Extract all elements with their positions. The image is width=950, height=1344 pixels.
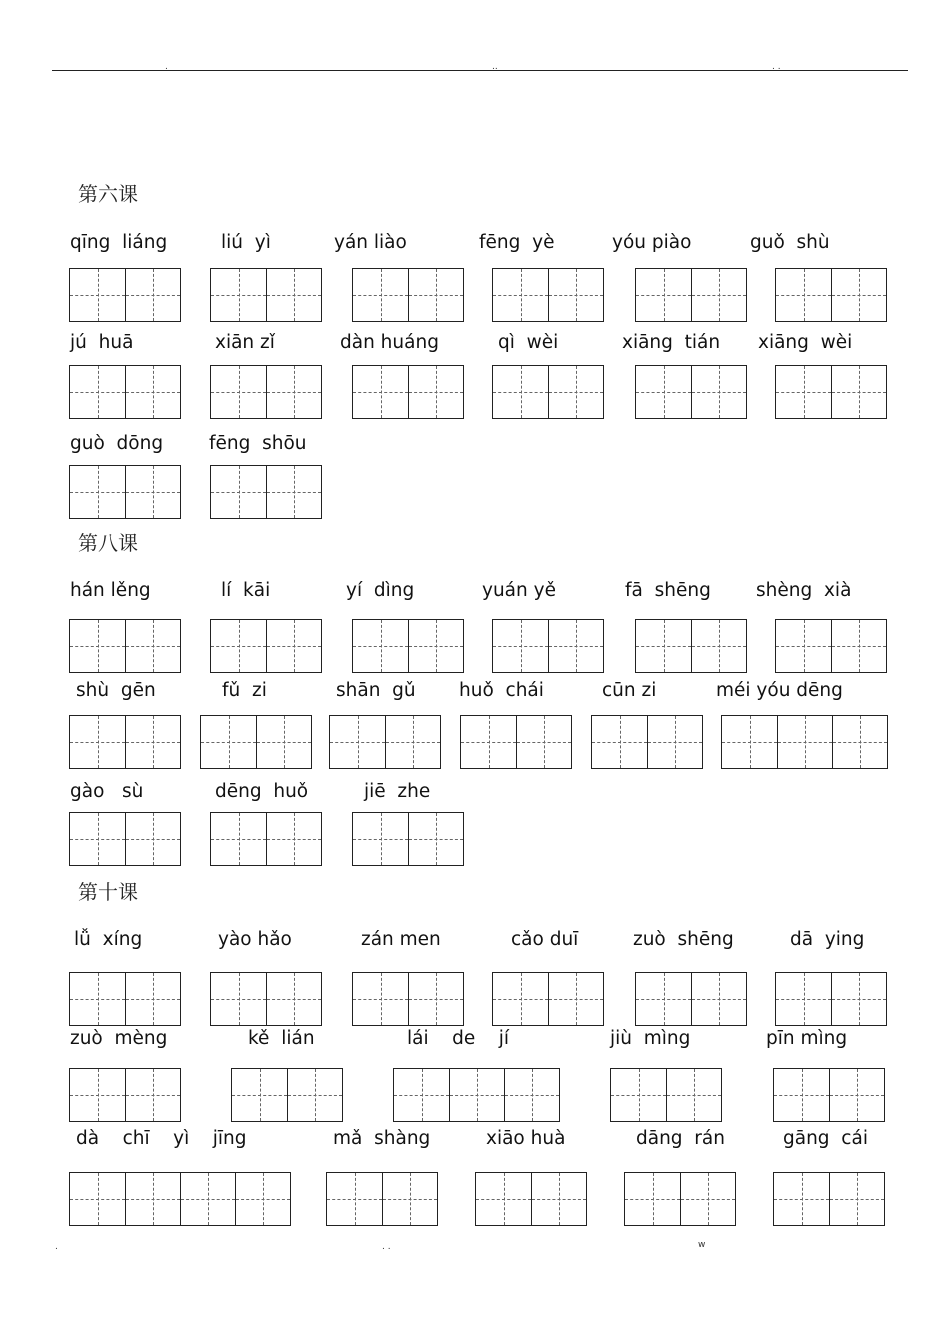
tianzige-grid	[775, 972, 887, 1026]
pinyin-label: xiāng wèi	[758, 332, 853, 353]
writing-cell[interactable]	[70, 1173, 125, 1225]
pinyin-label: shù gēn	[76, 680, 156, 701]
pinyin-label: kě lián	[248, 1028, 315, 1049]
pinyin-label: méi yóu dēng	[716, 680, 843, 701]
writing-cell[interactable]	[125, 366, 180, 418]
writing-cell[interactable]	[394, 1069, 449, 1121]
pinyin-label: dāng rán	[636, 1128, 725, 1149]
pinyin-label: zuò shēng	[633, 929, 734, 950]
pinyin-label: qì wèi	[498, 332, 559, 353]
writing-cell[interactable]	[408, 813, 463, 865]
writing-cell[interactable]	[125, 620, 180, 672]
tianzige-grid	[210, 619, 322, 673]
writing-cell[interactable]	[408, 366, 463, 418]
writing-cell[interactable]	[666, 1069, 721, 1121]
writing-cell[interactable]	[266, 813, 321, 865]
pinyin-label: mǎ shàng	[333, 1128, 431, 1149]
tianzige-grid	[775, 365, 887, 419]
tianzige-grid	[352, 619, 464, 673]
tianzige-grid	[492, 972, 604, 1026]
writing-cell[interactable]	[353, 366, 408, 418]
writing-cell[interactable]	[125, 973, 180, 1025]
writing-cell[interactable]	[408, 269, 463, 321]
tianzige-grid	[69, 619, 181, 673]
lesson-title: 第十课	[78, 880, 138, 904]
pinyin-label: cǎo duī	[511, 929, 579, 950]
pinyin-label: dà chī yì jīng	[76, 1128, 247, 1149]
writing-cell[interactable]	[636, 269, 691, 321]
writing-cell[interactable]	[722, 716, 777, 768]
pinyin-label: yuán yě	[482, 580, 556, 601]
tianzige-grid	[635, 619, 747, 673]
writing-cell[interactable]	[774, 1069, 829, 1121]
writing-cell[interactable]	[70, 813, 125, 865]
pinyin-label: shèng xià	[756, 580, 852, 601]
tianzige-grid	[591, 715, 703, 769]
pinyin-label: jiē zhe	[364, 781, 431, 802]
footer-mark: w	[698, 1240, 706, 1250]
pinyin-label: dēng huǒ	[215, 781, 309, 802]
writing-cell[interactable]	[408, 620, 463, 672]
writing-cell[interactable]	[548, 973, 603, 1025]
writing-cell[interactable]	[831, 620, 886, 672]
writing-cell[interactable]	[211, 466, 266, 518]
pinyin-label: dā ying	[790, 929, 865, 950]
writing-cell[interactable]	[636, 366, 691, 418]
writing-cell[interactable]	[776, 620, 831, 672]
writing-cell[interactable]	[70, 716, 125, 768]
writing-cell[interactable]	[548, 366, 603, 418]
writing-cell[interactable]	[592, 716, 647, 768]
tianzige-grid	[200, 715, 312, 769]
writing-cell[interactable]	[353, 973, 408, 1025]
pinyin-label: xiāo huà	[486, 1128, 566, 1149]
tianzige-grid	[773, 1068, 885, 1122]
writing-cell[interactable]	[70, 366, 125, 418]
pinyin-label: zán men	[361, 929, 441, 950]
pinyin-label: lái de jí	[407, 1028, 510, 1049]
pinyin-label: fā shēng	[625, 580, 711, 601]
lesson-title: 第八课	[78, 531, 138, 555]
writing-cell[interactable]	[125, 1173, 180, 1225]
writing-cell[interactable]	[70, 620, 125, 672]
writing-cell[interactable]	[125, 466, 180, 518]
writing-cell[interactable]	[201, 716, 256, 768]
tianzige-grid	[492, 268, 604, 322]
writing-cell[interactable]	[266, 466, 321, 518]
writing-cell[interactable]	[256, 716, 311, 768]
writing-cell[interactable]	[266, 973, 321, 1025]
tianzige-grid	[393, 1068, 560, 1122]
writing-cell[interactable]	[125, 1069, 180, 1121]
tianzige-grid	[69, 365, 181, 419]
pinyin-label: yí dìng	[346, 580, 415, 601]
tianzige-grid	[69, 972, 181, 1026]
tianzige-grid	[69, 715, 181, 769]
writing-cell[interactable]	[353, 813, 408, 865]
writing-cell[interactable]	[831, 269, 886, 321]
writing-cell[interactable]	[211, 269, 266, 321]
tianzige-grid	[69, 812, 181, 866]
tianzige-grid	[69, 1172, 291, 1226]
tianzige-grid	[210, 365, 322, 419]
writing-cell[interactable]	[211, 813, 266, 865]
tianzige-grid	[210, 268, 322, 322]
writing-cell[interactable]	[831, 366, 886, 418]
pinyin-label: lǚ xíng	[74, 929, 143, 950]
tianzige-grid	[635, 365, 747, 419]
pinyin-label: dàn huáng	[340, 332, 439, 353]
tianzige-grid	[775, 268, 887, 322]
pinyin-label: xiān zǐ	[215, 332, 275, 353]
writing-cell[interactable]	[70, 973, 125, 1025]
pinyin-label: xiāng tián	[622, 332, 721, 353]
writing-cell[interactable]	[831, 973, 886, 1025]
pinyin-label: shān gǔ	[336, 680, 416, 701]
lesson-title: 第六课	[78, 182, 138, 206]
writing-cell[interactable]	[493, 269, 548, 321]
writing-cell[interactable]	[70, 1069, 125, 1121]
writing-cell[interactable]	[625, 1173, 680, 1225]
writing-cell[interactable]	[461, 716, 516, 768]
tianzige-grid	[773, 1172, 885, 1226]
writing-cell[interactable]	[548, 620, 603, 672]
writing-cell[interactable]	[493, 366, 548, 418]
tianzige-grid	[210, 465, 322, 519]
writing-cell[interactable]	[691, 620, 746, 672]
writing-cell[interactable]	[774, 1173, 829, 1225]
pinyin-label: lí kāi	[221, 580, 271, 601]
header-mark: ..	[492, 62, 498, 72]
writing-cell[interactable]	[504, 1069, 559, 1121]
pinyin-label: pīn mìng	[766, 1028, 848, 1049]
writing-cell[interactable]	[330, 716, 385, 768]
writing-cell[interactable]	[70, 466, 125, 518]
pinyin-label: yào hǎo	[218, 929, 292, 950]
pinyin-label: fēng shōu	[209, 433, 307, 454]
writing-cell[interactable]	[611, 1069, 666, 1121]
writing-cell[interactable]	[287, 1069, 342, 1121]
tianzige-grid	[210, 972, 322, 1026]
writing-cell[interactable]	[691, 366, 746, 418]
writing-cell[interactable]	[493, 620, 548, 672]
header-mark: . .	[772, 62, 781, 72]
writing-cell[interactable]	[180, 1173, 235, 1225]
pinyin-label: qīng liáng	[70, 232, 168, 253]
writing-cell[interactable]	[266, 366, 321, 418]
writing-cell[interactable]	[829, 1069, 884, 1121]
pinyin-label: yán liào	[334, 232, 407, 253]
pinyin-label: fǔ zi	[222, 680, 267, 701]
header-mark: .	[165, 62, 168, 72]
tianzige-grid	[610, 1068, 722, 1122]
tianzige-grid	[475, 1172, 587, 1226]
pinyin-label: guǒ shù	[750, 232, 830, 253]
tianzige-grid	[460, 715, 572, 769]
writing-cell[interactable]	[832, 716, 887, 768]
tianzige-grid	[492, 619, 604, 673]
writing-cell[interactable]	[125, 269, 180, 321]
writing-cell[interactable]	[211, 620, 266, 672]
writing-cell[interactable]	[211, 366, 266, 418]
writing-cell[interactable]	[70, 269, 125, 321]
writing-cell[interactable]	[776, 366, 831, 418]
writing-cell[interactable]	[382, 1173, 437, 1225]
tianzige-grid	[352, 365, 464, 419]
writing-cell[interactable]	[647, 716, 702, 768]
tianzige-grid	[326, 1172, 438, 1226]
writing-cell[interactable]	[449, 1069, 504, 1121]
pinyin-label: huǒ chái	[459, 680, 544, 701]
pinyin-label: jú huā	[70, 332, 134, 353]
writing-cell[interactable]	[125, 716, 180, 768]
writing-cell[interactable]	[327, 1173, 382, 1225]
pinyin-label: jiù mìng	[610, 1028, 691, 1049]
tianzige-grid	[352, 812, 464, 866]
writing-cell[interactable]	[829, 1173, 884, 1225]
writing-cell[interactable]	[691, 973, 746, 1025]
tianzige-grid	[635, 972, 747, 1026]
writing-cell[interactable]	[636, 620, 691, 672]
writing-cell[interactable]	[516, 716, 571, 768]
pinyin-label: liú yì	[221, 232, 271, 253]
tianzige-grid	[69, 268, 181, 322]
writing-cell[interactable]	[235, 1173, 290, 1225]
writing-cell[interactable]	[266, 620, 321, 672]
tianzige-grid	[231, 1068, 343, 1122]
writing-cell[interactable]	[408, 973, 463, 1025]
writing-cell[interactable]	[548, 269, 603, 321]
writing-cell[interactable]	[493, 973, 548, 1025]
tianzige-grid	[775, 619, 887, 673]
tianzige-grid	[69, 1068, 181, 1122]
tianzige-grid	[329, 715, 441, 769]
writing-cell[interactable]	[266, 269, 321, 321]
writing-cell[interactable]	[476, 1173, 531, 1225]
pinyin-label: gāng cái	[783, 1128, 868, 1149]
writing-cell[interactable]	[776, 973, 831, 1025]
footer-mark: .	[55, 1242, 58, 1252]
tianzige-grid	[721, 715, 888, 769]
writing-cell[interactable]	[125, 813, 180, 865]
tianzige-grid	[210, 812, 322, 866]
pinyin-label: cūn zi	[602, 680, 657, 701]
writing-cell[interactable]	[776, 269, 831, 321]
pinyin-label: fēng yè	[479, 232, 555, 253]
pinyin-label: gào sù	[70, 781, 144, 802]
tianzige-grid	[492, 365, 604, 419]
pinyin-label: guò dōng	[70, 433, 164, 454]
tianzige-grid	[352, 268, 464, 322]
footer-mark: . .	[382, 1242, 391, 1252]
pinyin-label: zuò mèng	[70, 1028, 168, 1049]
writing-cell[interactable]	[531, 1173, 586, 1225]
writing-cell[interactable]	[636, 973, 691, 1025]
writing-cell[interactable]	[385, 716, 440, 768]
tianzige-grid	[69, 465, 181, 519]
writing-cell[interactable]	[691, 269, 746, 321]
tianzige-grid	[624, 1172, 736, 1226]
writing-cell[interactable]	[353, 269, 408, 321]
writing-cell[interactable]	[680, 1173, 735, 1225]
pinyin-label: hán lěng	[70, 580, 151, 601]
writing-cell[interactable]	[232, 1069, 287, 1121]
writing-cell[interactable]	[211, 973, 266, 1025]
tianzige-grid	[635, 268, 747, 322]
tianzige-grid	[352, 972, 464, 1026]
writing-cell[interactable]	[777, 716, 832, 768]
writing-cell[interactable]	[353, 620, 408, 672]
pinyin-label: yóu piào	[612, 232, 692, 253]
